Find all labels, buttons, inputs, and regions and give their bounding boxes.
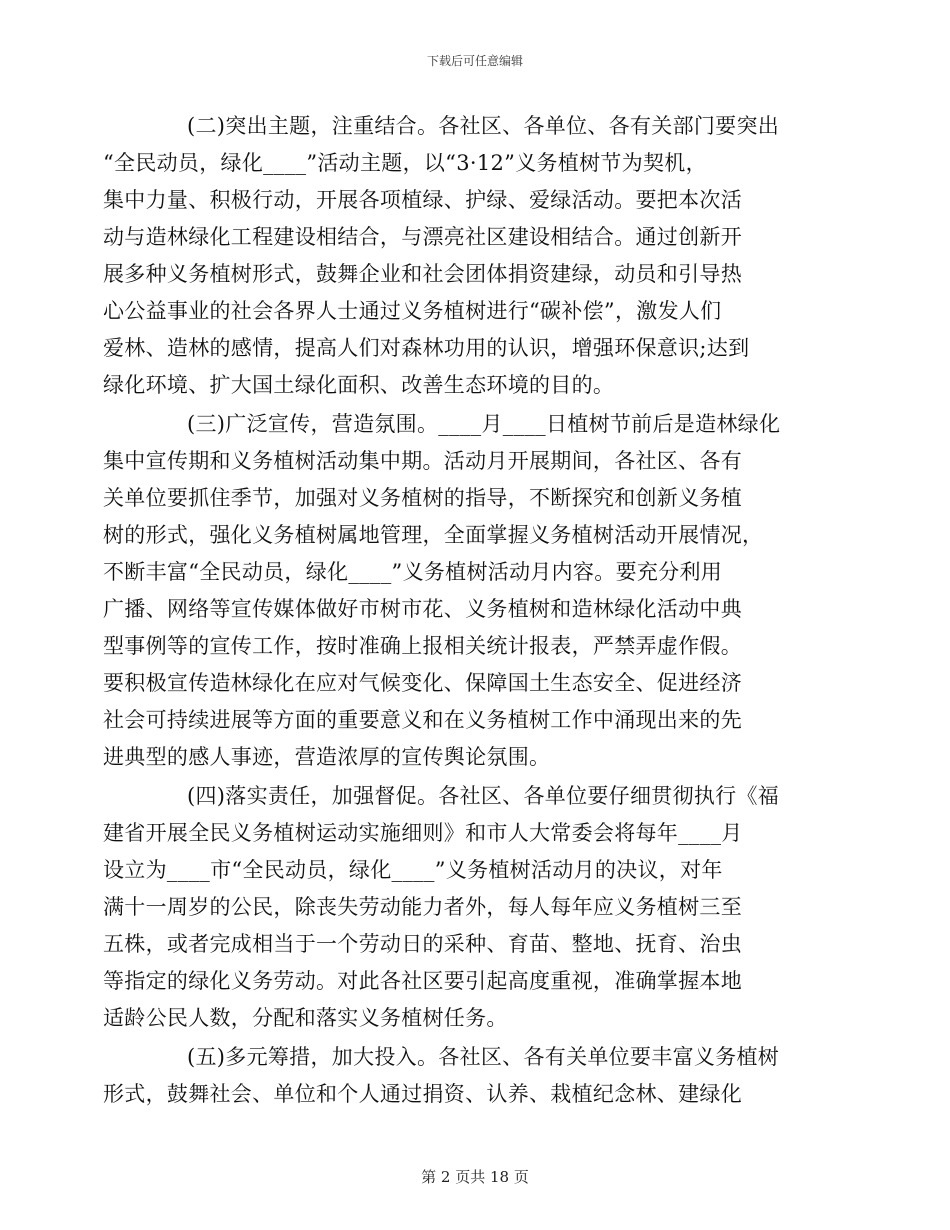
- paragraph-3: [103, 406, 805, 776]
- paragraph-4: [103, 778, 805, 1037]
- download-note: 下载后可任意编辑: [426, 54, 523, 68]
- text-line: 集中宣传期和义务植树活动集中期。活动月开展期间，各社区、各有: [103, 449, 742, 473]
- text-line: (五)多元筹措，加大投入。各社区、各有关单位要丰富义务植树: [187, 1045, 780, 1069]
- text-line: 广播、网络等宣传媒体做好市树市花、义务植树和造林绿化活动中典: [103, 597, 742, 621]
- text-line: “全民动员，绿化____”活动主题，以“3·12”义务植树节为契机，: [103, 151, 707, 175]
- text-line: 设立为____市“全民动员，绿化____”义务植树活动月的决议，对年: [103, 858, 723, 882]
- text-line: (二)突出主题，注重结合。各社区、各单位、各有关部门要突出: [187, 114, 780, 138]
- paragraph-5: [103, 1039, 805, 1113]
- text-line: (三)广泛宣传，营造氛围。____月____日植树节前后是造林绿化: [187, 412, 781, 436]
- text-line: 五株，或者完成相当于一个劳动日的采种、育苗、整地、抚育、治虫: [103, 932, 742, 956]
- paragraph-2: [103, 108, 805, 404]
- text-line: 绿化环境、扩大国土绿化面积、改善生态环境的目的。: [103, 373, 615, 397]
- text-line: 心公益事业的社会各界人士通过义务植树进行“碳补偿”，激发人们: [103, 299, 722, 323]
- page-number: 第 2 页共 18 页: [421, 1168, 529, 1186]
- text-line: 形式，鼓舞社会、单位和个人通过捐资、认养、栽植纪念林、建绿化: [103, 1082, 742, 1106]
- text-line: 等指定的绿化义务劳动。对此各社区要引起高度重视，准确掌握本地: [103, 969, 742, 993]
- text-line: 社会可持续进展等方面的重要意义和在义务植树工作中涌现出来的先: [103, 708, 742, 732]
- text-line: 要积极宣传造林绿化在应对气候变化、保障国土生态安全、促进经济: [103, 671, 742, 695]
- text-line: 展多种义务植树形式，鼓舞企业和社会团体捐资建绿，动员和引导热: [103, 262, 742, 286]
- text-line: 树的形式，强化义务植树属地管理，全面掌握义务植树活动开展情况，: [103, 523, 764, 547]
- document-body: [103, 108, 805, 1115]
- text-line: (四)落实责任，加强督促。各社区、各单位要仔细贯彻执行《福: [187, 784, 780, 808]
- text-line: 动与造林绿化工程建设相结合，与漂亮社区建设相结合。通过创新开: [103, 225, 742, 249]
- text-line: 建省开展全民义务植树运动实施细则》和市人大常委会将每年____月: [103, 821, 743, 845]
- text-line: 适龄公民人数，分配和落实义务植树任务。: [103, 1006, 508, 1030]
- text-line: 关单位要抓住季节，加强对义务植树的指导，不断探究和创新义务植: [103, 486, 742, 510]
- text-line: 进典型的感人事迹，营造浓厚的宣传舆论氛围。: [103, 745, 551, 769]
- text-line: 型事例等的宣传工作，按时准确上报相关统计报表，严禁弄虚作假。: [103, 634, 742, 658]
- text-line: 满十一周岁的公民，除丧失劳动能力者外，每人每年应义务植树三至: [103, 895, 742, 919]
- text-line: 不断丰富“全民动员，绿化____”义务植树活动月内容。要充分利用: [103, 560, 723, 584]
- text-line: 爱林、造林的感情，提高人们对森林功用的认识，增强环保意识;达到: [103, 336, 750, 360]
- text-line: 集中力量、积极行动，开展各项植绿、护绿、爱绿活动。要把本次活: [103, 188, 742, 212]
